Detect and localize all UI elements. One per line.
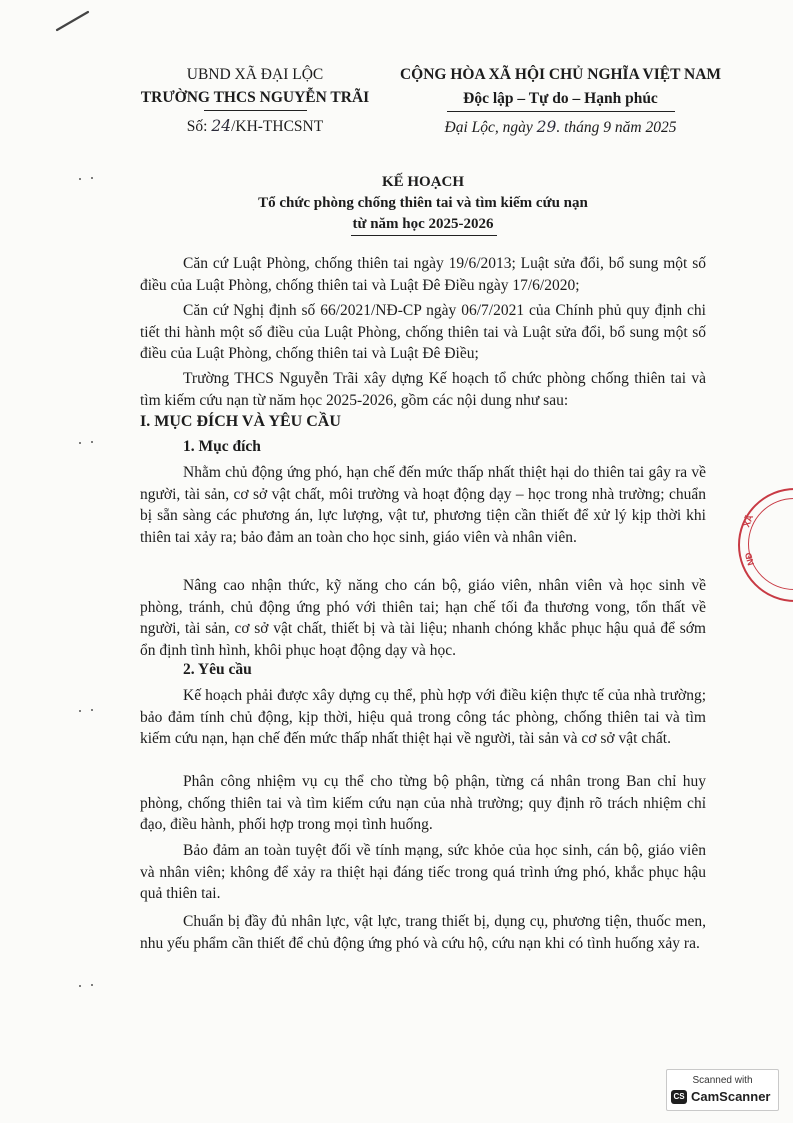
paragraph-legal-basis-1: Căn cứ Luật Phòng, chống thiên tai ngày 19/6/2013; Luật sửa đổi, bổ sung một số điều của Luật Phòng, chống thiên tai và Luật Đê Điều ngày 17/6/2020; [140,255,706,294]
document-number-prefix: Số: [186,118,212,135]
subsection-heading-purpose: 1. Mục đích [183,438,261,455]
paragraph-intro: Trường THCS Nguyễn Trãi xây dựng Kế hoạch tổ chức phòng chống thiên tai và tìm kiếm cứu nạn từ năm học 2025-2026, gồm các nội dung như sau: [140,370,706,409]
national-motto: Độc lập – Tự do – Hạnh phúc [463,90,658,107]
margin-dot [79,710,81,712]
margin-dot [91,177,93,179]
stamp-text-bottom: NĐ [742,551,757,567]
watermark-scanned-with: Scanned with [692,1075,753,1086]
section-heading-1: I. MỤC ĐÍCH VÀ YÊU CẦU [140,413,341,430]
margin-dot [91,441,93,443]
school-name-underline [204,110,307,111]
place-date-day-handwritten: 29 [536,118,557,136]
document-subtitle-line1: Tổ chức phòng chống thiên tai và tìm kiếm cứu nạn [258,195,588,211]
margin-dot [79,442,81,444]
place-date-prefix: Đại Lộc, ngày [444,119,537,136]
margin-dot [91,984,93,986]
document-title: KẾ HOẠCH [381,174,465,190]
paragraph-purpose-1: Nhằm chủ động ứng phó, hạn chế đến mức thấp nhất thiệt hại do thiên tai gây ra về người, tài sản, cơ sở vật chất, môi trường và hoạt động dạy – học trong nhà trường; chuẩn bị sẵn sàng các phương án, lực lượng, vật tư, phương tiện cần thiết để xử lý kịp thời khi thiên tai xảy ra; bảo đảm an toàn cho học sinh, giáo viên và nhân viên. [140,464,706,546]
document-number [150,117,360,136]
margin-dot [79,985,81,987]
camscanner-watermark [666,1069,779,1111]
watermark-brand: CamScanner [691,1089,771,1104]
subsection-heading-requirements: 2. Yêu cầu [183,661,252,678]
margin-dot [79,178,81,180]
national-title: CỘNG HÒA XÃ HỘI CHỦ NGHĨA VIỆT NAM [399,66,722,83]
school-name [120,89,390,107]
document-subtitle-line2: từ năm học 2025-2026 [352,216,494,232]
agency-name: UBND XÃ ĐẠI LỘC [186,66,324,83]
camscanner-logo-icon: CS [671,1090,687,1104]
pen-mark-decoration [55,8,91,34]
document-number-suffix: /KH-THCSNT [231,118,324,135]
paragraph-legal-basis-2: Căn cứ Nghị định số 66/2021/NĐ-CP ngày 06/7/2021 của Chính phủ quy định chi tiết thi hành một số điều của Luật Phòng, chống thiên tai và Luật sửa đổi, bổ sung một số điều của Luật Phòng, chống thiên tai và Luật Đê Điều; [140,302,706,362]
place-date-suffix: . tháng 9 năm 2025 [556,119,677,136]
document-number-handwritten: 24 [211,117,232,135]
title-underline [351,235,497,236]
paragraph-requirement-4: Chuẩn bị đầy đủ nhân lực, vật lực, trang thiết bị, dụng cụ, phương tiện, thuốc men, nhu yếu phẩm cần thiết để chủ động ứng phó và cứu hộ, cứu nạn khi có tình huống xảy ra. [140,913,706,952]
place-date [388,118,733,137]
paragraph-purpose-2: Nâng cao nhận thức, kỹ năng cho cán bộ, giáo viên, nhân viên và học sinh về phòng, tránh, chủ động ứng phó với thiên tai; hạn chế tối đa thương vong, tổn thất về người, tài sản, cơ sở vật chất, thiết bị và tài liệu; nhanh chóng khắc phục hậu quả để sớm ổn định tình hình, khôi phục hoạt động dạy và học. [140,577,706,659]
paragraph-requirement-3: Bảo đảm an toàn tuyệt đối về tính mạng, sức khỏe của học sinh, cán bộ, giáo viên và nhân viên; không để xảy ra thiệt hại đáng tiếc trong quá trình ứng phó, khắc phục hậu quả thiên tai. [140,842,706,902]
school-name-text: TRƯỜNG THCS NGUYỄN TRÃI [140,89,370,106]
paragraph-requirement-1: Kế hoạch phải được xây dựng cụ thể, phù hợp với điều kiện thực tế của nhà trường; bảo đảm tính chủ động, kịp thời, hiệu quả trong công tác phòng, chống thiên tai và tìm kiếm cứu nạn, hạn chế đến mức thấp nhất thiệt hại về người, tài sản và cơ sở vật chất. [140,687,706,747]
stamp-text-top: XÃ [741,513,756,529]
paragraph-requirement-2: Phân công nhiệm vụ cụ thể cho từng bộ phận, từng cá nhân trong Ban chỉ huy phòng, chống thiên tai và tìm kiếm cứu nạn của nhà trường; quy định rõ trách nhiệm chỉ đạo, điều hành, phối hợp trong mọi tình huống. [140,773,706,833]
margin-dot [91,709,93,711]
national-motto-underline [447,111,675,112]
official-stamp [738,488,793,602]
